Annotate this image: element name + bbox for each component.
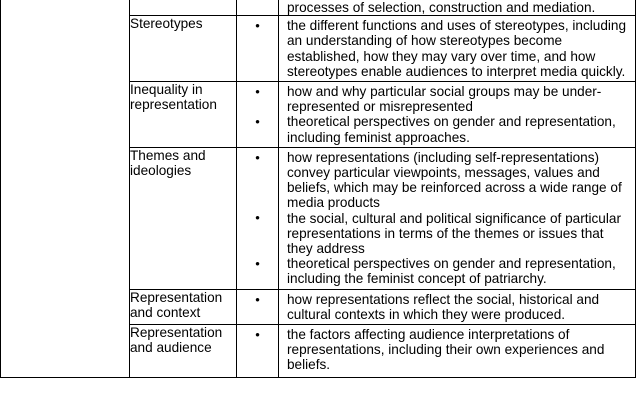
content-item: processes of selection, construction and mediation. — [287, 0, 596, 15]
content-item: the different functions and uses of stereotypes, including an understanding of how stereotypes become established, how they may vary over time, and how stereotypes enable audiences to interpret media quickly. — [287, 18, 627, 79]
bullet-cell — [237, 147, 279, 289]
bullet-cell — [237, 82, 279, 148]
table-row — [1, 0, 636, 16]
bullet-icon: • — [255, 291, 260, 307]
content-cell — [279, 147, 636, 289]
bullet-cell — [237, 16, 279, 82]
bullet-cell — [237, 289, 279, 324]
content-item: theoretical perspectives on gender and representation, including the feminist concept of patriarchy. — [287, 256, 616, 287]
bullet-icon: • — [255, 209, 260, 225]
content-item: how representations reflect the social, historical and cultural contexts in which they were produced. — [287, 291, 600, 322]
bullet-icon: • — [255, 84, 260, 100]
bullet-cell — [237, 0, 279, 16]
content-item: how and why particular social groups may be under-represented or misrepresented — [287, 84, 602, 115]
content-cell — [279, 82, 636, 148]
content-item: theoretical perspectives on gender and representation, including feminist approaches. — [287, 114, 616, 145]
section-cell — [1, 0, 130, 377]
content-item: how representations (including self-representations) convey particular viewpoints, messages, values and beliefs, which may be reinforced across a wide range of media products — [287, 149, 622, 211]
content-cell — [279, 289, 636, 324]
topic-cell — [130, 0, 237, 16]
topic-cell: Stereotypes — [130, 16, 237, 82]
content-cell — [279, 16, 636, 82]
content-item: the social, cultural and political significance of particular representations in terms of the themes or issues that they address — [287, 210, 621, 257]
bullet-icon: • — [255, 18, 260, 34]
content-cell — [279, 0, 636, 16]
bullet-icon: • — [255, 114, 260, 130]
bullet-cell — [237, 325, 279, 378]
content-cell — [279, 325, 636, 378]
bullet-icon: • — [255, 327, 260, 343]
topic-cell: Representation and audience — [130, 325, 237, 378]
topic-cell: Representation and context — [130, 289, 237, 324]
topic-cell: Inequality in representation — [130, 82, 237, 148]
topic-cell: Themes and ideologies — [130, 147, 237, 289]
bullet-icon: • — [255, 255, 260, 271]
content-item: the factors affecting audience interpretations of representations, including their own experiences and beliefs. — [287, 327, 605, 373]
bullet-icon: • — [255, 149, 260, 165]
